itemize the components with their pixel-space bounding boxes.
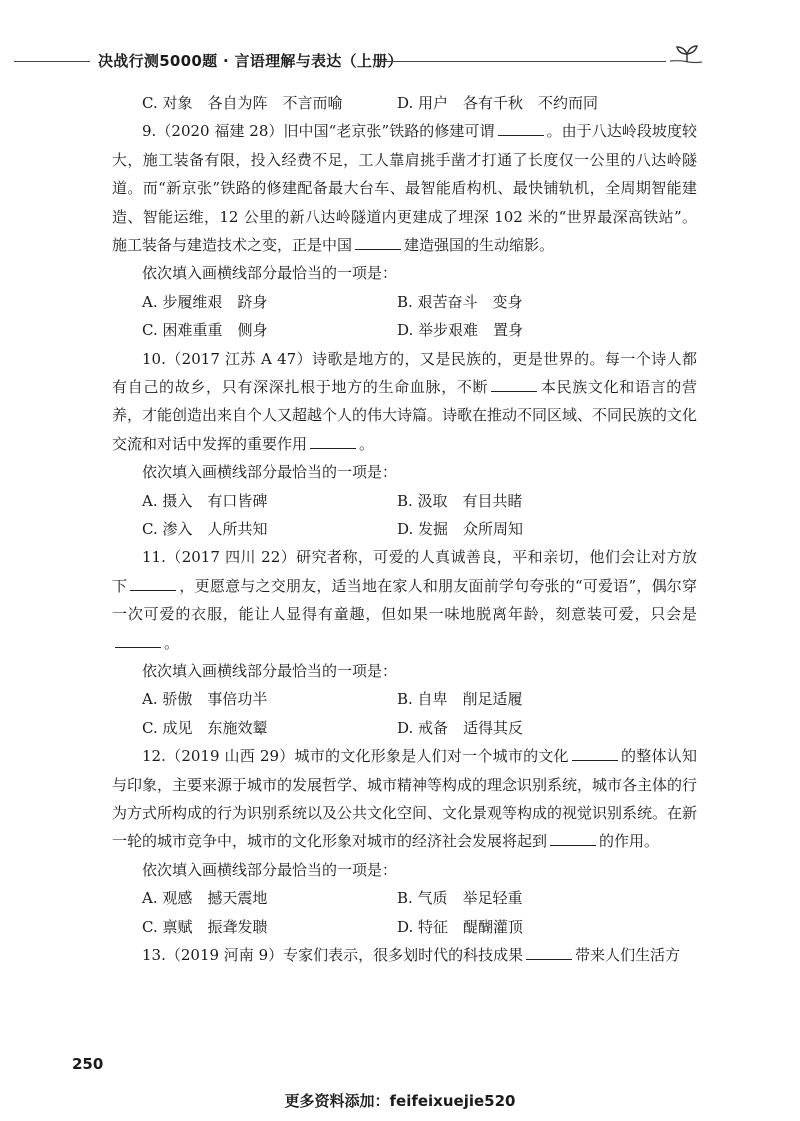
option-a: A. 步履维艰 跻身 [142,292,268,311]
question-prompt: 依次填入画横线部分最恰当的一项是： [142,264,398,283]
question-13: 13.（2019 河南 9）专家们表示，很多划时代的科技成果 带来人们生活方 [142,946,681,965]
option-c: C. 渗入 人所共知 [142,520,268,539]
option-d: D. 发掘 众所周知 [397,520,524,539]
question-number: 9.（2020 福建 28） [142,122,284,141]
fill-blank [130,576,176,591]
running-header [0,40,800,80]
option-a: A. 观感 撼天震地 [142,889,268,908]
fill-blank [498,121,544,136]
option-row [112,288,697,316]
question-number: 12.（2019 山西 29） [142,747,295,766]
header-rule-left [14,61,90,62]
question-prompt: 依次填入画横线部分最恰当的一项是： [142,662,398,681]
option-b: B. 汲取 有目共睹 [397,491,523,510]
option-a: A. 骄傲 事倍功半 [142,690,268,709]
question-prompt: 依次填入画横线部分最恰当的一项是： [142,463,398,482]
question-prompt: 依次填入画横线部分最恰当的一项是： [142,860,398,879]
option-d: D. 举步艰难 置身 [397,321,524,340]
page-number: 250 [72,1055,104,1073]
book-title: 决战行测5000题 · 言语理解与表达（上册） [98,52,403,70]
option-d: D. 戒备 适得其反 [397,718,524,737]
option-row [112,685,697,713]
option-c: C. 成见 东施效颦 [142,718,268,737]
option-row [112,316,697,344]
option-row [112,515,697,543]
option-row [112,487,697,515]
question-number: 11.（2017 四川 22） [142,548,297,567]
option-d: D. 特征 醍醐灌顶 [397,917,524,936]
option-a: A. 摄入 有口皆碑 [142,491,268,510]
header-rule-right [378,61,666,62]
fill-blank [526,945,572,960]
fill-blank [491,377,537,392]
option-c: C. 困难重重 侧身 [142,321,268,340]
question-number: 13.（2019 河南 9） [142,946,284,965]
page-content [112,89,697,969]
option-row [112,884,697,912]
option-row [112,913,697,941]
option-row [112,89,697,117]
fill-blank [310,434,356,449]
question-12: 12.（2019 山西 29）城市的文化形象是人们对一个城市的文化 的整体认知与印象，主要来源于城市的发展哲学、城市精神等构成的理念识别系统，城市各主体的行为方式所构成的行为识别系统以及公共文化空间、文化景观等构成的视觉识别系统。在新一轮的城市竞争中，城市的文化形象对城市的经济社会发展将起到 的作用。 [112,747,698,851]
option-b: B. 艰苦奋斗 变身 [397,292,523,311]
fill-blank [355,235,401,250]
question-9: 9.（2020 福建 28）旧中国“老京张”铁路的修建可谓 。由于八达岭段坡度较大，施工装备有限，投入经费不足，工人靠肩挑手凿才打通了长度仅一公里的八达岭隧道。而“新京张”铁路的修建配备最大台车、最智能盾构机、最快铺轨机，全周期智能建造、智能运维，12 公里的新八达岭隧道内更建成了埋深 102 米的“世界最深高铁站”。施工装备与建造技术之变，正是中国 建造强国的生动缩影。 [112,122,697,255]
option-b: B. 气质 举足轻重 [397,889,523,908]
fill-blank [572,746,618,761]
footer-note: 更多资料添加：feifeixuejie520 [284,1092,516,1110]
fill-blank [550,831,596,846]
question-10: 10.（2017 江苏 A 47）诗歌是地方的，又是民族的，更是世界的。每一个诗人都有自己的故乡，只有深深扎根于地方的生命血脉，不断 本民族文化和语言的营养，才能创造出来自个人又超越个人的伟大诗篇。诗歌在推动不同区域、不同民族的文化交流和对话中发挥的重要作用 。 [112,349,698,453]
option-row [112,714,697,742]
option-c: C. 对象 各自为阵 不言而喻 [142,94,343,112]
fill-blank [115,633,161,648]
question-11: 11.（2017 四川 22）研究者称，可爱的人真诚善良，平和亲切，他们会让对方放下 ，更愿意与之交朋友，适当地在家人和朋友面前学句夸张的“可爱语”，偶尔穿一次可爱的衣服，能让人显得有童趣，但如果一味地脱离年龄，刻意装可爱，只会是。 [112,548,697,652]
option-b: B. 自卑 削足适履 [397,690,523,709]
option-c: C. 禀赋 振聋发聩 [142,917,268,936]
question-number: 10.（2017 江苏 A 47） [142,349,312,368]
sprout-icon [666,42,704,72]
option-d: D. 用户 各有千秋 不约而同 [397,94,599,112]
